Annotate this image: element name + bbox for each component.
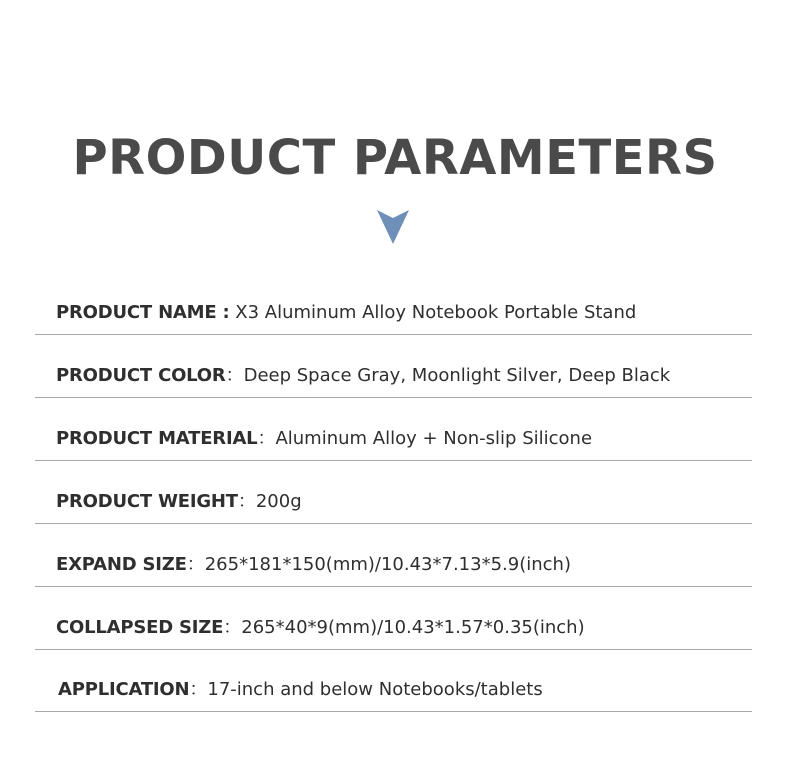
param-value: ：200g xyxy=(237,491,302,512)
param-label: COLLAPSED SIZE xyxy=(56,617,224,638)
page-title: PRODUCT PARAMETERS xyxy=(72,130,718,186)
param-value: ：265*181*150(mm)/10.43*7.13*5.9(inch) xyxy=(186,554,571,575)
param-label: PRODUCT COLOR xyxy=(56,365,226,386)
param-label: PRODUCT NAME : xyxy=(56,302,230,323)
param-value: X3 Aluminum Alloy Notebook Portable Stand xyxy=(229,302,637,323)
param-value: ：17-inch and below Notebooks/tablets xyxy=(189,679,543,700)
param-row-product-name xyxy=(35,272,752,335)
param-row-application xyxy=(35,649,752,712)
param-label: APPLICATION xyxy=(58,679,190,700)
param-label: PRODUCT WEIGHT xyxy=(56,491,238,512)
param-value: ：Deep Space Gray, Moonlight Silver, Deep Black xyxy=(225,365,671,386)
param-label: EXPAND SIZE xyxy=(56,554,187,575)
chevron-down-arrow-icon xyxy=(377,210,409,244)
param-value: ：265*40*9(mm)/10.43*1.57*0.35(inch) xyxy=(223,617,585,638)
param-label: PRODUCT MATERIAL xyxy=(56,428,258,449)
param-value: ：Aluminum Alloy + Non-slip Silicone xyxy=(257,428,593,449)
param-row-expand-size xyxy=(35,524,752,587)
param-row-collapsed-size xyxy=(35,587,752,650)
param-row-product-color xyxy=(35,335,752,398)
param-row-product-weight xyxy=(35,461,752,524)
param-row-product-material xyxy=(35,398,752,461)
